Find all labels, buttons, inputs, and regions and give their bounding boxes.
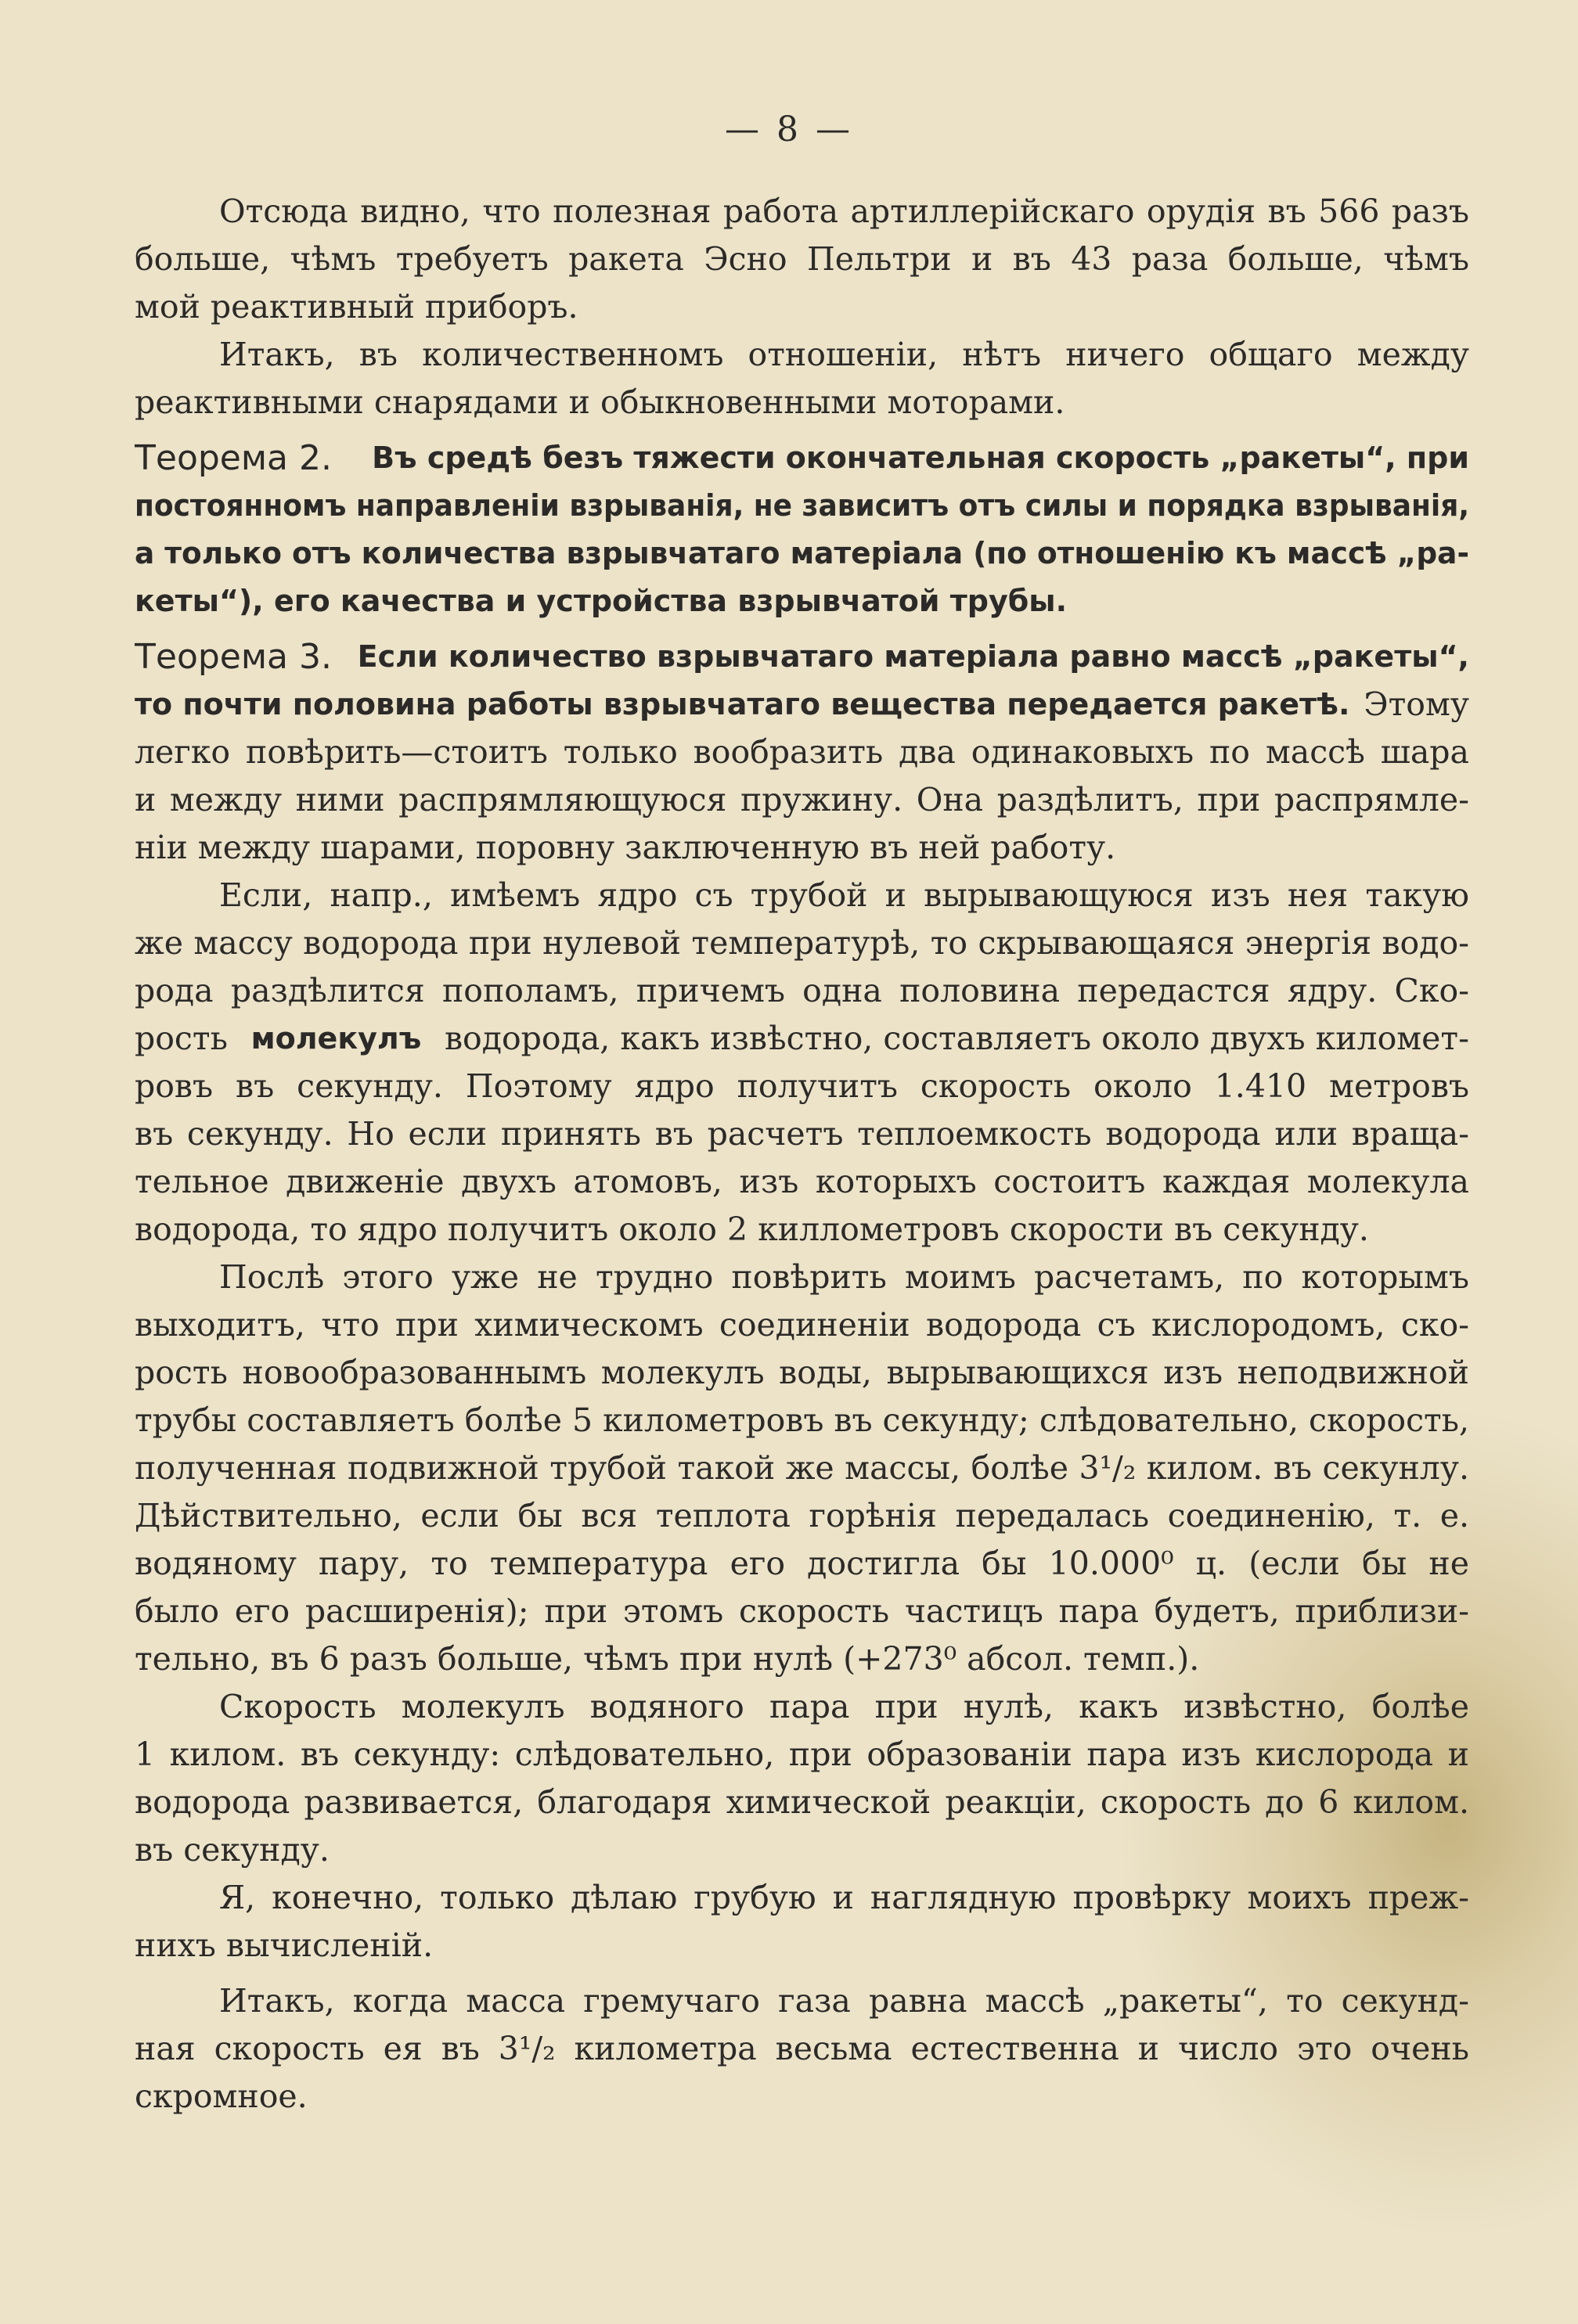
text-line (135, 1588, 1469, 1635)
line-text: легко повѣрить—стоитъ только вообразить два одинаковыхъ по массѣ шара (135, 733, 1469, 771)
text-line (135, 1492, 1469, 1540)
text-line (135, 1731, 1469, 1779)
line-text: ніи между шарами, поровну заключенную въ ней работу. (135, 829, 1116, 866)
line-text: тельное движеніе двухъ атомовъ, изъ которыхъ состоитъ каждая молекула (135, 1163, 1469, 1200)
theorem-line (135, 434, 1469, 482)
text-line (135, 283, 1469, 331)
line-text: Если количество взрывчатаго матеріала равно массѣ „ракеты“, (357, 639, 1469, 674)
line-text: Итакъ, когда масса гремучаго газа равна массѣ „ракеты“, то секунд- (219, 1982, 1469, 2020)
line-text: Послѣ этого уже не трудно повѣрить моимъ расчетамъ, по которымъ (219, 1258, 1469, 1296)
line-text: скромное. (135, 2078, 308, 2115)
text-line (135, 872, 1469, 919)
line-text: же массу водорода при нулевой температурѣ, то скрывающаяся энергія водо- (135, 924, 1469, 962)
text-line (135, 1683, 1469, 1731)
line-text: постоянномъ направленіи взрыванія, не зависитъ отъ силы и порядка взрыванія, (135, 488, 1469, 523)
text-line (135, 776, 1469, 824)
line-text: Въ средѣ безъ тяжести окончательная скорость „ракеты“, при (372, 441, 1469, 475)
text-line (135, 1635, 1469, 1683)
text-line (135, 188, 1469, 236)
line-text: полученная подвижной трубой такой же массы, болѣе 3¹/₂ килом. въ секунлу. (135, 1449, 1469, 1487)
line-text: а только отъ количества взрывчатаго матеріала (по отношенію къ массѣ „ра- (135, 536, 1469, 570)
line-text: 1 килом. въ секунду: слѣдовательно, при образованіи пара изъ кислорода и (135, 1736, 1469, 1773)
line-text: водорода, какъ извѣстно, составляетъ около двухъ километ- (444, 1020, 1469, 1057)
text-line (135, 1206, 1469, 1254)
line-text: въ секунду. (135, 1831, 330, 1869)
line-text: больше, чѣмъ требуетъ ракета Эсно Пельтри и въ 43 раза больше, чѣмъ (135, 240, 1469, 278)
line-text: мой реактивный приборъ. (135, 288, 578, 326)
line-text: выходитъ, что при химическомъ соединеніи водорода съ кислородомъ, ско- (135, 1306, 1469, 1344)
line-text: было его расширенія); при этомъ скорость частицъ пара будетъ, приблизи- (135, 1592, 1469, 1630)
text-line (135, 681, 1469, 728)
body-text (135, 188, 1469, 2121)
line-text: Итакъ, въ количественномъ отношеніи, нѣтъ ничего общаго между (219, 336, 1469, 373)
theorem-3-heading: Теорема 3. (135, 637, 332, 677)
line-text: нихъ вычисленій. (135, 1926, 434, 1964)
text-line (135, 1063, 1469, 1110)
line-text: водорода, то ядро получитъ около 2 киллометровъ скорости въ секунду. (135, 1211, 1369, 1248)
line-text: водяному пару, то температура его достигла бы 10.000⁰ ц. (если бы не (135, 1545, 1469, 1582)
line-text: рость (135, 1020, 228, 1057)
line-text: Скорость молекулъ водяного пара при нулѣ, какъ извѣстно, болѣе (219, 1688, 1469, 1725)
text-line (135, 1540, 1469, 1588)
text-line (135, 728, 1469, 776)
page-number: — 8 — (725, 110, 853, 149)
text-line (135, 1779, 1469, 1826)
line-text: въ секунду. Но если принять въ расчетъ теплоемкость водорода или враща- (135, 1115, 1469, 1153)
text-line (135, 1977, 1469, 2025)
text-line (135, 1015, 1469, 1063)
text-line (135, 2073, 1469, 2121)
text-line (135, 1922, 1469, 1970)
line-text: водорода развивается, благодаря химической реакціи, скорость до 6 килом. (135, 1783, 1469, 1821)
line-text: трубы составляетъ болѣе 5 километровъ въ секунду; слѣдовательно, скорость, (135, 1401, 1469, 1439)
line-text: Если, напр., имѣемъ ядро съ трубой и вырывающуюся изъ нея такую (219, 876, 1469, 914)
line-text: рость новообразованнымъ молекулъ воды, вырывающихся изъ неподвижной (135, 1354, 1469, 1391)
line-text: ровъ въ секунду. Поэтому ядро получитъ скорость около 1.410 метровъ (135, 1067, 1469, 1105)
line-text: Я, конечно, только дѣлаю грубую и наглядную провѣрку моихъ преж- (219, 1879, 1469, 1916)
text-line (135, 1397, 1469, 1444)
text-line (135, 1158, 1469, 1206)
text-line (135, 1301, 1469, 1349)
theorem-2-heading: Теорема 2. (135, 438, 332, 478)
text-line (135, 1254, 1469, 1301)
line-text: Дѣйствительно, если бы вся теплота горѣнія передалась соединенію, т. е. (135, 1497, 1469, 1534)
line-text: реактивными снарядами и обыкновенными моторами. (135, 383, 1065, 421)
line-text: Отсюда видно, что полезная работа артиллерійскаго орудія въ 566 разъ (219, 192, 1469, 230)
text-line (135, 1110, 1469, 1158)
text-line (135, 1444, 1469, 1492)
line-text: рода раздѣлится пополамъ, причемъ одна половина передастся ядру. Ско- (135, 972, 1469, 1009)
text-line (135, 967, 1469, 1015)
line-text: Этому (1364, 685, 1469, 723)
line-text: и между ними распрямляющуюся пружину. Она раздѣлитъ, при распрямле- (135, 781, 1469, 818)
text-line (135, 1826, 1469, 1874)
text-line (135, 1349, 1469, 1397)
theorem-line (135, 633, 1469, 681)
text-line (135, 577, 1469, 625)
text-line (135, 919, 1469, 967)
line-text: молекулъ (250, 1021, 422, 1056)
text-line (135, 530, 1469, 577)
line-text: тельно, въ 6 разъ больше, чѣмъ при нулѣ (+273⁰ абсол. темп.). (135, 1640, 1200, 1678)
text-line (135, 2025, 1469, 2073)
text-line (135, 1874, 1469, 1922)
text-line (135, 482, 1469, 530)
text-line (135, 236, 1469, 283)
line-text: то почти половина работы взрывчатаго вещества передается ракетѣ. (135, 687, 1350, 721)
text-line (135, 379, 1469, 426)
text-line (135, 331, 1469, 379)
line-text: ная скорость ея въ 3¹/₂ километра весьма естественна и число это очень (135, 2030, 1469, 2067)
line-text: кеты“), его качества и устройства взрывчатой трубы. (135, 584, 1068, 618)
text-line (135, 824, 1469, 872)
